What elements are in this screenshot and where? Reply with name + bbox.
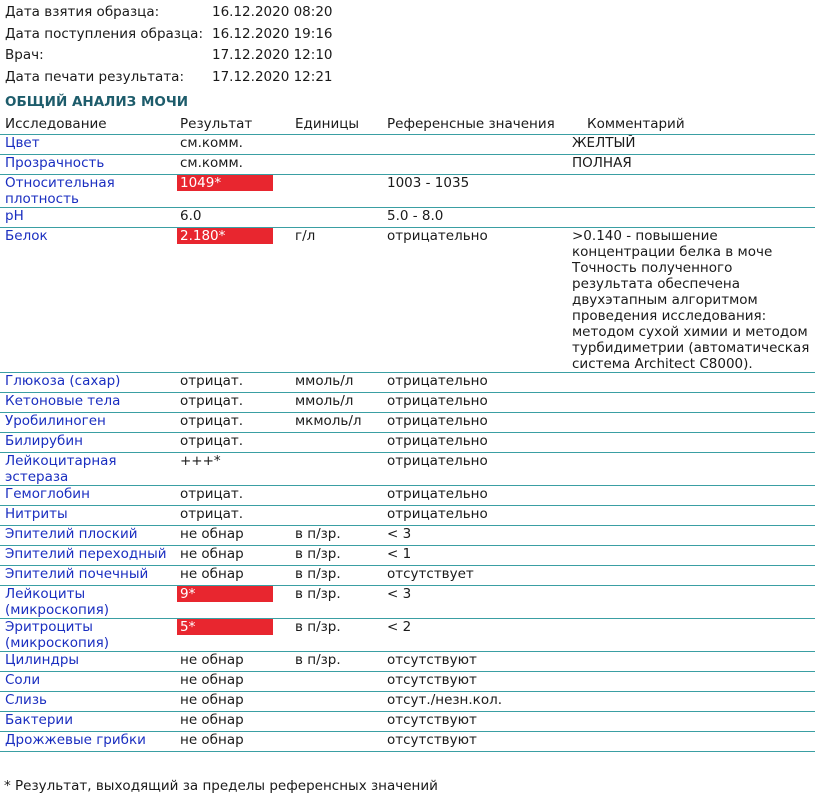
reference-range: отсутствует bbox=[382, 566, 567, 586]
table-row bbox=[0, 453, 815, 486]
units bbox=[290, 453, 382, 486]
test-name: Соли bbox=[0, 672, 175, 692]
test-name: Дрожжевые грибки bbox=[0, 732, 175, 752]
table-header bbox=[0, 114, 815, 135]
units bbox=[290, 692, 382, 712]
comment bbox=[567, 208, 815, 228]
result-value: отрицат. bbox=[180, 433, 244, 449]
reference-range: < 2 bbox=[382, 619, 567, 652]
sample-taken-label: Дата взятия образца: bbox=[5, 4, 160, 20]
reference-range: отрицательно bbox=[382, 373, 567, 393]
table-row bbox=[0, 228, 815, 373]
table-row bbox=[0, 546, 815, 566]
test-name: Лейкоциты (микроскопия) bbox=[0, 586, 175, 619]
table-row bbox=[0, 619, 815, 652]
units bbox=[290, 433, 382, 453]
test-name: Глюкоза (сахар) bbox=[0, 373, 175, 393]
test-name: Лейкоцитарная эстераза bbox=[0, 453, 175, 486]
result-value: не обнар bbox=[180, 526, 244, 542]
comment bbox=[567, 526, 815, 546]
sample-info bbox=[5, 2, 333, 88]
header-test: Исследование bbox=[0, 114, 175, 135]
sample-received-row bbox=[5, 24, 333, 46]
comment bbox=[567, 433, 815, 453]
result-cell bbox=[175, 732, 290, 752]
test-name: Цилиндры bbox=[0, 652, 175, 672]
reference-range bbox=[382, 135, 567, 155]
comment bbox=[567, 712, 815, 732]
comment bbox=[567, 413, 815, 433]
comment bbox=[567, 453, 815, 486]
units bbox=[290, 175, 382, 208]
test-name: Бактерии bbox=[0, 712, 175, 732]
units bbox=[290, 672, 382, 692]
reference-range: отрицательно bbox=[382, 486, 567, 506]
units: в п/зр. bbox=[290, 546, 382, 566]
comment bbox=[567, 393, 815, 413]
comment bbox=[567, 566, 815, 586]
header-result: Результат bbox=[175, 114, 290, 135]
comment: ЖЕЛТЫЙ bbox=[567, 135, 815, 155]
reference-range: отсутствуют bbox=[382, 652, 567, 672]
table-row bbox=[0, 506, 815, 526]
table-row bbox=[0, 486, 815, 506]
table-row bbox=[0, 566, 815, 586]
reference-range: отсутствуют bbox=[382, 732, 567, 752]
comment bbox=[567, 586, 815, 619]
result-value: не обнар bbox=[180, 566, 244, 582]
header-reference: Референсные значения bbox=[382, 114, 567, 135]
reference-range: отсут./незн.кол. bbox=[382, 692, 567, 712]
reference-range: отсутствуют bbox=[382, 672, 567, 692]
result-value: отрицат. bbox=[180, 506, 244, 522]
units: в п/зр. bbox=[290, 619, 382, 652]
comment bbox=[567, 546, 815, 566]
result-cell bbox=[175, 672, 290, 692]
table-row bbox=[0, 155, 815, 175]
test-name: Эритроциты (микроскопия) bbox=[0, 619, 175, 652]
table-row bbox=[0, 175, 815, 208]
result-value-flagged: 2.180* bbox=[177, 228, 273, 244]
units: мкмоль/л bbox=[290, 413, 382, 433]
comment bbox=[567, 732, 815, 752]
table-row bbox=[0, 652, 815, 672]
result-value-flagged: 1049* bbox=[177, 175, 273, 191]
footnote: * Результат, выходящий за пределы референсных значений bbox=[4, 778, 438, 794]
print-date-label: Дата печати результата: bbox=[5, 68, 185, 85]
result-cell bbox=[175, 546, 290, 566]
result-cell bbox=[175, 413, 290, 433]
reference-range: 5.0 - 8.0 bbox=[382, 208, 567, 228]
result-cell bbox=[175, 373, 290, 393]
table-row bbox=[0, 672, 815, 692]
comment bbox=[567, 652, 815, 672]
result-value: не обнар bbox=[180, 712, 244, 728]
result-cell bbox=[175, 433, 290, 453]
units: ммоль/л bbox=[290, 393, 382, 413]
result-cell bbox=[175, 208, 290, 228]
table-row bbox=[0, 526, 815, 546]
units bbox=[290, 712, 382, 732]
sample-taken-value: 16.12.2020 08:20 bbox=[212, 4, 333, 20]
result-cell bbox=[175, 566, 290, 586]
test-name: Прозрачность bbox=[0, 155, 175, 175]
test-name: Нитриты bbox=[0, 506, 175, 526]
comment bbox=[567, 373, 815, 393]
table-row bbox=[0, 712, 815, 732]
result-cell bbox=[175, 526, 290, 546]
result-cell bbox=[175, 712, 290, 732]
units: г/л bbox=[290, 228, 382, 373]
test-name: Белок bbox=[0, 228, 175, 373]
result-value: отрицат. bbox=[180, 486, 244, 502]
units bbox=[290, 486, 382, 506]
test-name: Относительная плотность bbox=[0, 175, 175, 208]
table-row bbox=[0, 732, 815, 752]
section-title: ОБЩИЙ АНАЛИЗ МОЧИ bbox=[5, 94, 189, 110]
result-value: 6.0 bbox=[180, 208, 202, 224]
result-value: не обнар bbox=[180, 732, 244, 748]
result-cell bbox=[175, 453, 290, 486]
comment: >0.140 - повышение концентрации белка в моче Точность полученного результата обеспечена двухэтапным алгоритмом проведения исследования: методом сухой химии и методом турбидиметрии (автоматическая система Architect С8000). bbox=[567, 228, 815, 373]
table-row bbox=[0, 393, 815, 413]
result-cell bbox=[175, 228, 290, 373]
reference-range: отрицательно bbox=[382, 228, 567, 373]
result-value: отрицат. bbox=[180, 413, 244, 429]
reference-range: отрицательно bbox=[382, 413, 567, 433]
result-value: см.комм. bbox=[180, 135, 243, 151]
result-value: не обнар bbox=[180, 546, 244, 562]
result-value: отрицат. bbox=[180, 393, 244, 409]
result-cell bbox=[175, 486, 290, 506]
test-name: Эпителий переходный bbox=[0, 546, 175, 566]
result-cell bbox=[175, 586, 290, 619]
test-name: Слизь bbox=[0, 692, 175, 712]
table-row bbox=[0, 692, 815, 712]
result-cell bbox=[175, 393, 290, 413]
result-cell bbox=[175, 155, 290, 175]
table-row bbox=[0, 413, 815, 433]
result-cell bbox=[175, 506, 290, 526]
result-cell bbox=[175, 652, 290, 672]
comment bbox=[567, 175, 815, 208]
comment bbox=[567, 486, 815, 506]
units: в п/зр. bbox=[290, 566, 382, 586]
units: в п/зр. bbox=[290, 586, 382, 619]
result-value-flagged: 9* bbox=[177, 586, 273, 602]
result-cell bbox=[175, 619, 290, 652]
reference-range: отрицательно bbox=[382, 453, 567, 486]
test-name: Гемоглобин bbox=[0, 486, 175, 506]
test-name: pH bbox=[0, 208, 175, 228]
units bbox=[290, 732, 382, 752]
print-date-value: 17.12.2020 12:21 bbox=[212, 68, 333, 85]
header-units: Единицы bbox=[290, 114, 382, 135]
comment bbox=[567, 692, 815, 712]
reference-range bbox=[382, 155, 567, 175]
units bbox=[290, 506, 382, 526]
doctor-row bbox=[5, 45, 333, 67]
reference-range: отрицательно bbox=[382, 433, 567, 453]
units: ммоль/л bbox=[290, 373, 382, 393]
result-value: не обнар bbox=[180, 652, 244, 668]
result-value: отрицат. bbox=[180, 373, 244, 389]
test-name: Эпителий почечный bbox=[0, 566, 175, 586]
result-cell bbox=[175, 135, 290, 155]
units bbox=[290, 208, 382, 228]
reference-range: < 1 bbox=[382, 546, 567, 566]
test-name: Цвет bbox=[0, 135, 175, 155]
doctor-label: Врач: bbox=[5, 47, 44, 63]
reference-range: отрицательно bbox=[382, 393, 567, 413]
comment bbox=[567, 619, 815, 652]
sample-received-value: 16.12.2020 19:16 bbox=[212, 25, 333, 42]
comment: ПОЛНАЯ bbox=[567, 155, 815, 175]
reference-range: отсутствуют bbox=[382, 712, 567, 732]
result-cell bbox=[175, 175, 290, 208]
reference-range: < 3 bbox=[382, 526, 567, 546]
sample-taken-row bbox=[5, 2, 333, 24]
reference-range: < 3 bbox=[382, 586, 567, 619]
result-value: +++* bbox=[180, 453, 221, 469]
sample-received-label: Дата поступления образца: bbox=[5, 25, 203, 42]
results-table bbox=[0, 114, 815, 752]
units: в п/зр. bbox=[290, 652, 382, 672]
reference-range: отрицательно bbox=[382, 506, 567, 526]
result-cell bbox=[175, 692, 290, 712]
result-value: см.комм. bbox=[180, 155, 243, 171]
header-comment: Комментарий bbox=[567, 114, 815, 135]
units bbox=[290, 135, 382, 155]
table-row bbox=[0, 208, 815, 228]
doctor-value: 17.12.2020 12:10 bbox=[212, 47, 333, 63]
test-name: Билирубин bbox=[0, 433, 175, 453]
comment bbox=[567, 672, 815, 692]
units: в п/зр. bbox=[290, 526, 382, 546]
reference-range: 1003 - 1035 bbox=[382, 175, 567, 208]
result-value: не обнар bbox=[180, 672, 244, 688]
test-name: Уробилиноген bbox=[0, 413, 175, 433]
table-row bbox=[0, 135, 815, 155]
units bbox=[290, 155, 382, 175]
table-row bbox=[0, 373, 815, 393]
table-row bbox=[0, 433, 815, 453]
result-value-flagged: 5* bbox=[177, 619, 273, 635]
print-date-row bbox=[5, 67, 333, 89]
comment bbox=[567, 506, 815, 526]
test-name: Эпителий плоский bbox=[0, 526, 175, 546]
table-row bbox=[0, 586, 815, 619]
result-value: не обнар bbox=[180, 692, 244, 708]
test-name: Кетоновые тела bbox=[0, 393, 175, 413]
